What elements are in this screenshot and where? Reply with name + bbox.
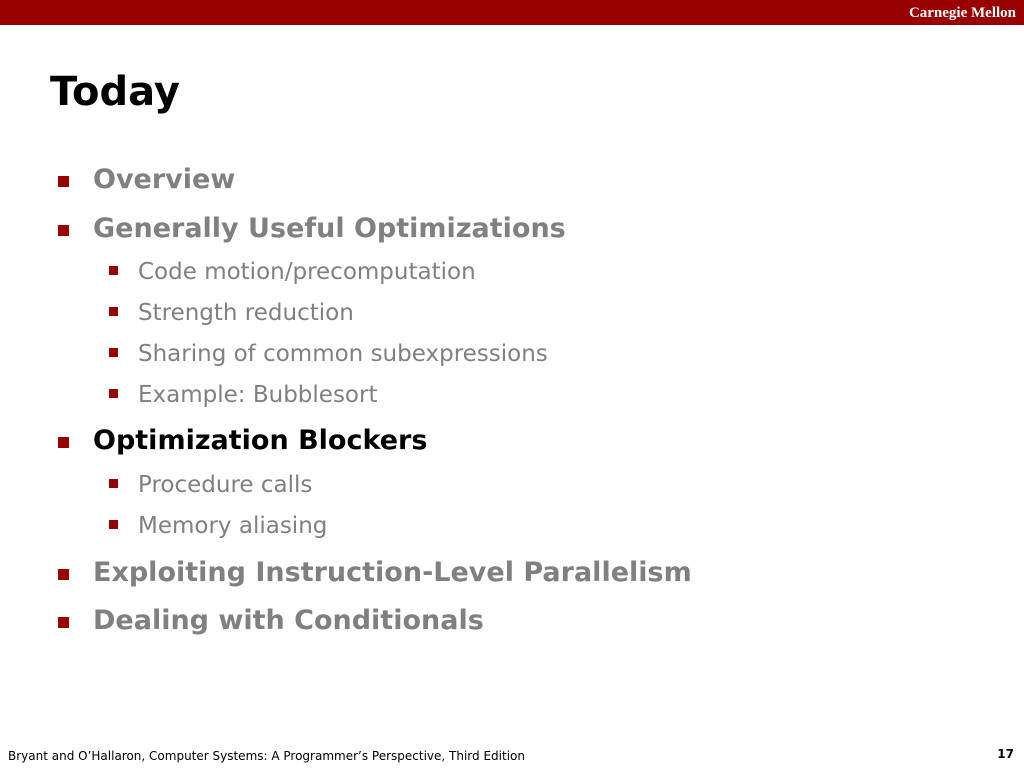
- square-bullet-icon: [109, 266, 118, 275]
- page-number: 17: [997, 747, 1014, 761]
- agenda-item-generally-useful-optimizations: [93, 211, 566, 247]
- agenda-subitem-label: Code motion/precomputation: [138, 259, 476, 285]
- agenda-subitem-bubblesort: [138, 379, 377, 411]
- agenda-subitem-label: Example: Bubblesort: [138, 382, 378, 408]
- agenda-item-label: Exploiting Instruction-Level Parallelism: [93, 557, 692, 588]
- square-bullet-icon: [58, 617, 69, 628]
- agenda-subitem-code-motion: [138, 256, 476, 288]
- agenda-subitem-label: Memory aliasing: [138, 513, 328, 539]
- brand-label: Carnegie Mellon: [908, 5, 1016, 21]
- agenda-item-label: Generally Useful Optimizations: [93, 213, 566, 244]
- square-bullet-icon: [58, 569, 69, 580]
- agenda-item-optimization-blockers: [93, 423, 427, 459]
- square-bullet-icon: [109, 348, 118, 357]
- agenda-subitem-label: Procedure calls: [138, 472, 313, 498]
- page-title: Today: [50, 69, 180, 115]
- agenda-subitem-memory-aliasing: [138, 510, 327, 542]
- square-bullet-icon: [109, 307, 118, 316]
- agenda-subitem-label: Strength reduction: [138, 300, 354, 326]
- agenda-subitem-common-subexpressions: [138, 338, 548, 370]
- agenda-item-label: Overview: [93, 164, 236, 195]
- square-bullet-icon: [58, 437, 69, 448]
- agenda-item-dealing-with-conditionals: [93, 603, 484, 639]
- agenda-item-label: Optimization Blockers: [93, 425, 428, 456]
- square-bullet-icon: [109, 479, 118, 488]
- square-bullet-icon: [109, 389, 118, 398]
- footer-credit: Bryant and O’Hallaron, Computer Systems: A Programmer’s Perspective, Third Edition: [8, 749, 525, 763]
- agenda-item-overview: [93, 162, 235, 198]
- agenda-item-instruction-level-parallelism: [93, 555, 692, 591]
- square-bullet-icon: [58, 225, 69, 236]
- square-bullet-icon: [58, 176, 69, 187]
- agenda-subitem-strength-reduction: [138, 297, 354, 329]
- agenda-subitem-procedure-calls: [138, 469, 312, 501]
- agenda-subitem-label: Sharing of common subexpressions: [138, 341, 548, 367]
- square-bullet-icon: [109, 520, 118, 529]
- agenda-item-label: Dealing with Conditionals: [93, 605, 484, 636]
